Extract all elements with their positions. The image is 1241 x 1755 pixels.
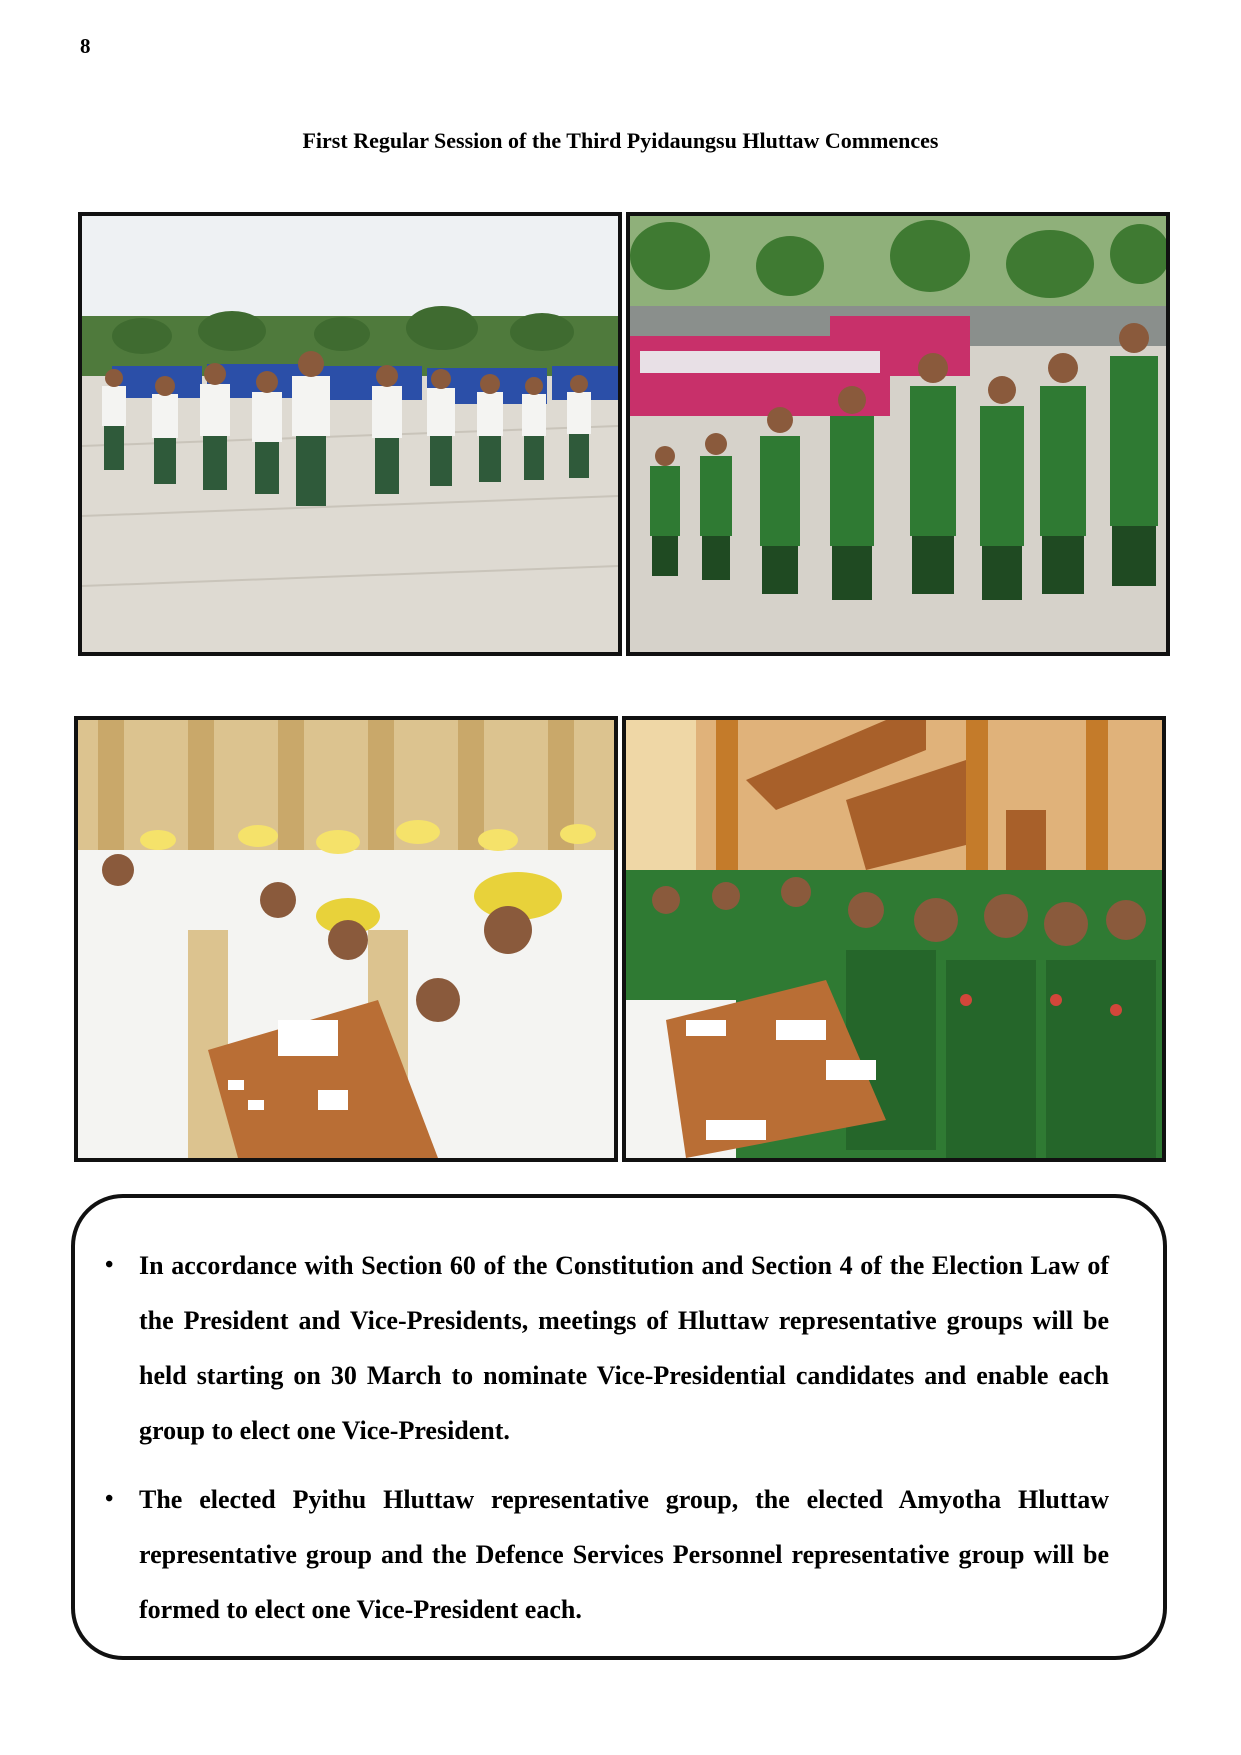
bullet-icon: • [105,1486,114,1512]
list-item [105,1238,1109,1458]
list-item-text: In accordance with Section 60 of the Constitution and Section 4 of the Election Law of the President and Vice-Presidents, meetings of Hluttaw representative groups will be held starting on 30 March to nominate Vice-Presidential candidates and enable each group to elect one Vice-President. [139,1251,1109,1445]
photo-military-registration [622,716,1166,1162]
page-number: 8 [80,34,91,58]
page-title: First Regular Session of the Third Pyidaungsu Hluttaw Commences [302,128,939,153]
photo-military-arrival [626,212,1170,656]
list-item-text: The elected Pyithu Hluttaw representative group, the elected Amyotha Hluttaw representative group and the Defence Services Personnel representative group will be formed to elect one Vice-President each. [139,1485,1109,1624]
photo-civilian-arrival [78,212,622,656]
photo-civilian-registration [74,716,618,1162]
photo-icon [626,720,1162,1158]
list-item [105,1472,1109,1637]
photo-icon [630,216,1166,652]
info-list [105,1238,1109,1651]
info-box [71,1194,1167,1660]
photo-icon [82,216,618,652]
bullet-icon: • [105,1252,114,1278]
photo-icon [78,720,614,1158]
